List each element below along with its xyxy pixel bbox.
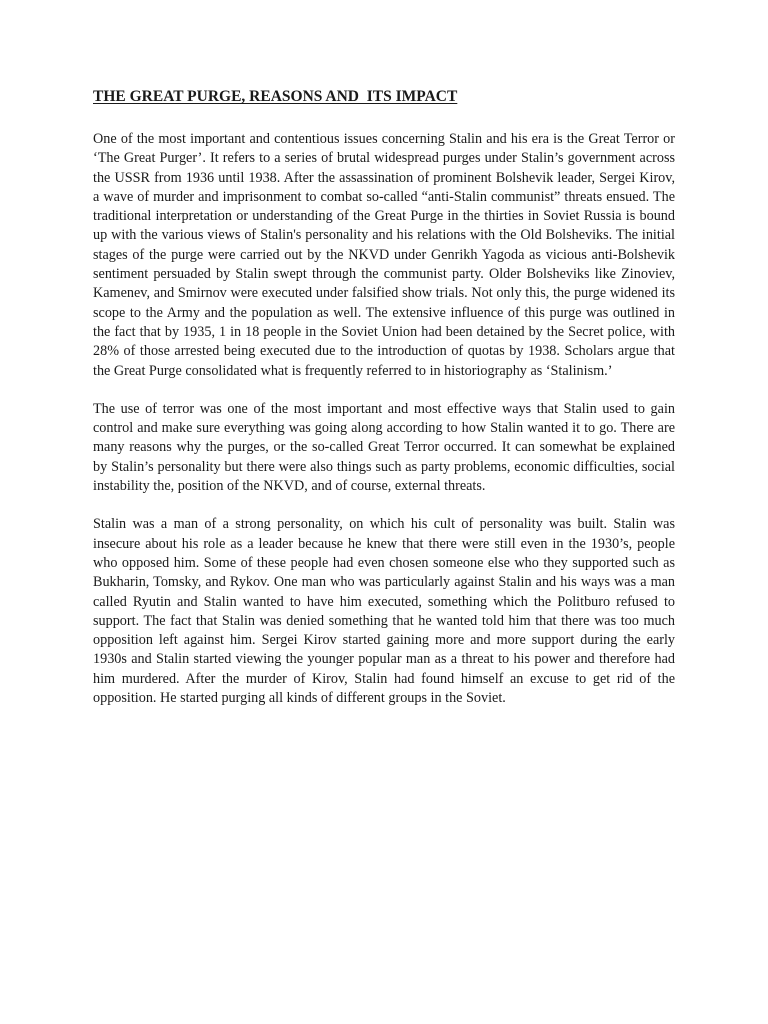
paragraph-2: The use of terror was one of the most important and most effective ways that Stalin used to gain control and make sure everything was going along according to how Stalin wanted it to go. There are many reasons why the purges, or the so-called Great Terror occurred. It can somewhat be explained by Stalin’s personality but there were also things such as party problems, economic difficulties, social instability the, position of the NKVD, and of course, external threats.	[93, 400, 675, 495]
document-title: THE GREAT PURGE, REASONS AND ITS IMPACT	[93, 88, 458, 105]
document-page	[93, 86, 675, 727]
paragraph-1: One of the most important and contentious issues concerning Stalin and his era is the Great Terror or ‘The Great Purger’. It refers to a series of brutal widespread purges under Stalin’s government across the USSR from 1936 until 1938. After the assassination of prominent Bolshevik leader, Sergei Kirov, a wave of murder and imprisonment to combat so-called “anti-Stalin communist” threats ensued. The traditional interpretation or understanding of the Great Purge in the thirties in Soviet Russia is bound up with the various views of Stalin's personality and his relations with the Old Bolsheviks. The initial stages of the purge were carried out by the NKVD under Genrikh Yagoda as vicious anti-Bolshevik sentiment persuaded by Stalin swept through the communist party. Older Bolsheviks like Zinoviev, Kamenev, and Smirnov were executed under falsified show trials. Not only this, the purge widened its scope to the Army and the population as well. The extensive influence of this purge was outlined in the fact that by 1935, 1 in 18 people in the Soviet Union had been detained by the Secret police, with 28% of those arrested being executed due to the introduction of quotas by 1938. Scholars argue that the Great Purge consolidated what is frequently referred to in historiography as ‘Stalinism.’	[93, 131, 675, 379]
paragraph-3: Stalin was a man of a strong personality, on which his cult of personality was built. Stalin was insecure about his role as a leader because he knew that there were still even in the 1930’s, people who opposed him. Some of these people had even chosen someone else who they supported such as Bukharin, Tomsky, and Rykov. One man who was particularly against Stalin and his ways was a man called Ryutin and Stalin wanted to have him executed, something which the Politburo refused to support. The fact that Stalin was denied something that he wanted told him that there was too much opposition left against him. Sergei Kirov started gaining more and more support during the early 1930s and Stalin started viewing the younger popular man as a threat to his power and therefore had him murdered. After the murder of Kirov, Stalin had found himself an excuse to get rid of the opposition. He started purging all kinds of different groups in the Soviet.	[93, 516, 675, 707]
